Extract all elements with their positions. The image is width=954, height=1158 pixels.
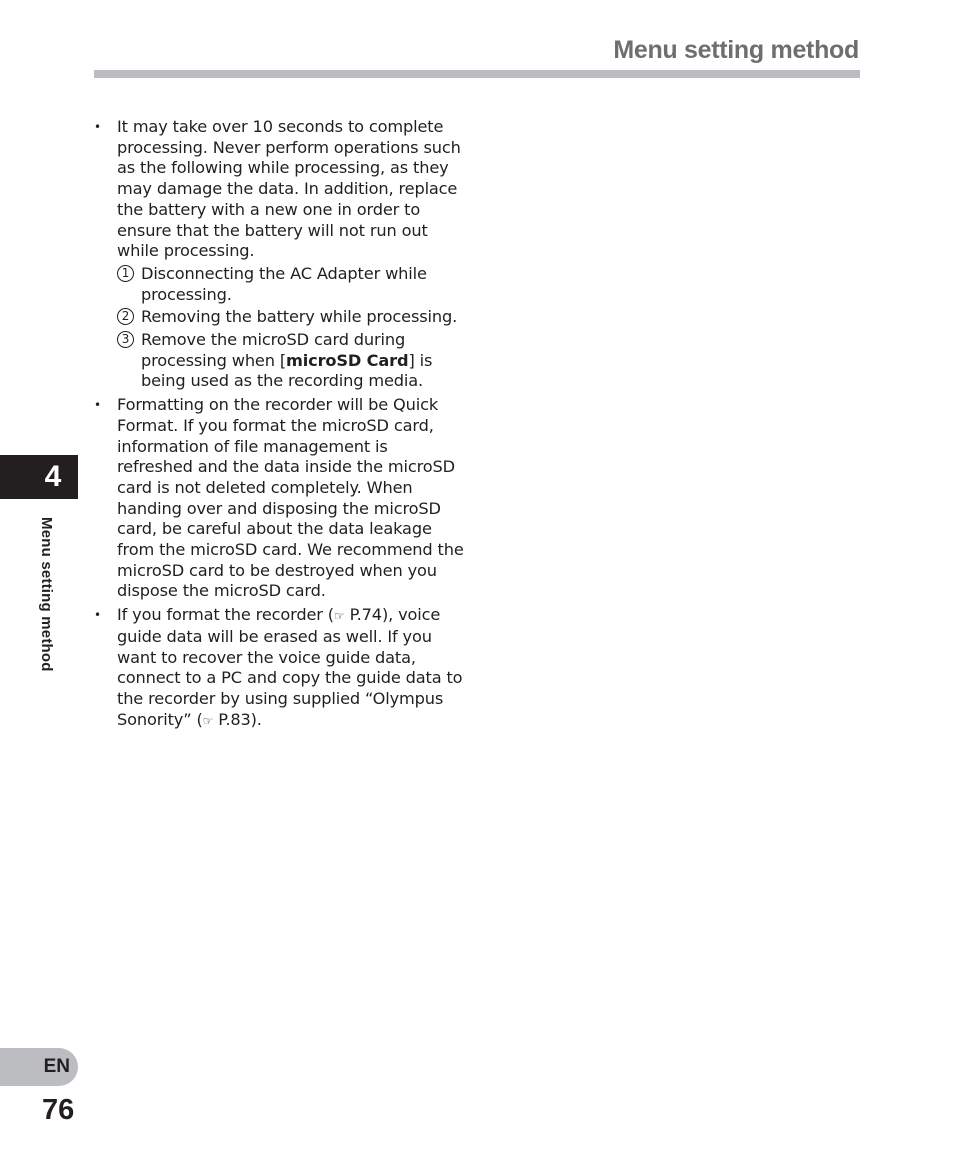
circled-number-icon: 1: [117, 265, 134, 282]
menu-name-bold: microSD Card: [286, 350, 409, 370]
step-text-after: ] is being used as the recording media.: [141, 350, 433, 391]
chapter-number: 4: [44, 460, 62, 493]
step-item: [117, 330, 466, 392]
text-segment: If you format the recorder (: [117, 605, 334, 625]
language-code: EN: [43, 1056, 70, 1077]
bullet-item: [94, 117, 466, 392]
step-list: [117, 264, 466, 392]
header-divider: [94, 70, 860, 78]
bullet-dot: •: [94, 120, 101, 134]
chapter-tab: [0, 455, 78, 499]
page-header-title: Menu setting method: [613, 36, 859, 64]
language-badge: [0, 1048, 78, 1086]
bullet-dot: •: [94, 608, 101, 623]
text-segment: ).: [250, 709, 262, 729]
circled-number-icon: 3: [117, 331, 134, 348]
pointing-hand-icon: ☞: [333, 609, 345, 624]
bullet-text: It may take over 10 seconds to complete processing. Never perform operations such as the following while processing, as they may damage the data. In addition, replace the battery with a new one in order to ensure that the battery will not run out while processing.: [117, 117, 461, 261]
main-content: [94, 117, 466, 734]
bullet-item: [94, 605, 466, 731]
step-item: [117, 264, 466, 305]
step-text: Disconnecting the AC Adapter while processing.: [141, 263, 427, 304]
step-text: [141, 330, 432, 390]
bullet-text: [117, 605, 466, 731]
page-number: 76: [42, 1094, 75, 1126]
step-text-before: Remove the microSD card during processing when [: [141, 330, 406, 370]
bullet-text: Formatting on the recorder will be Quick Format. If you format the microSD card, information of file management is refreshed and the data inside the microSD card is not deleted completely. When handing over and disposing the microSD card, be careful about the data leakage from the microSD card. We recommend the microSD card to be destroyed when you dispose the microSD card.: [117, 395, 464, 601]
circled-number-icon: 2: [117, 308, 134, 325]
page-reference: P.74: [349, 605, 382, 625]
step-text: Removing the battery while processing.: [141, 307, 458, 327]
step-item: [117, 307, 466, 328]
page-reference: P.83: [218, 709, 251, 729]
bullet-dot: •: [94, 398, 101, 413]
pointing-hand-icon: ☞: [202, 713, 214, 728]
section-side-label: Menu setting method: [38, 517, 55, 672]
bullet-item: [94, 395, 466, 602]
text-segment: ), voice guide data will be erased as well. If you want to recover the voice guide data, connect to a PC and copy the guide data to the recorder by using supplied “Olympus Sonority” (: [117, 605, 463, 729]
